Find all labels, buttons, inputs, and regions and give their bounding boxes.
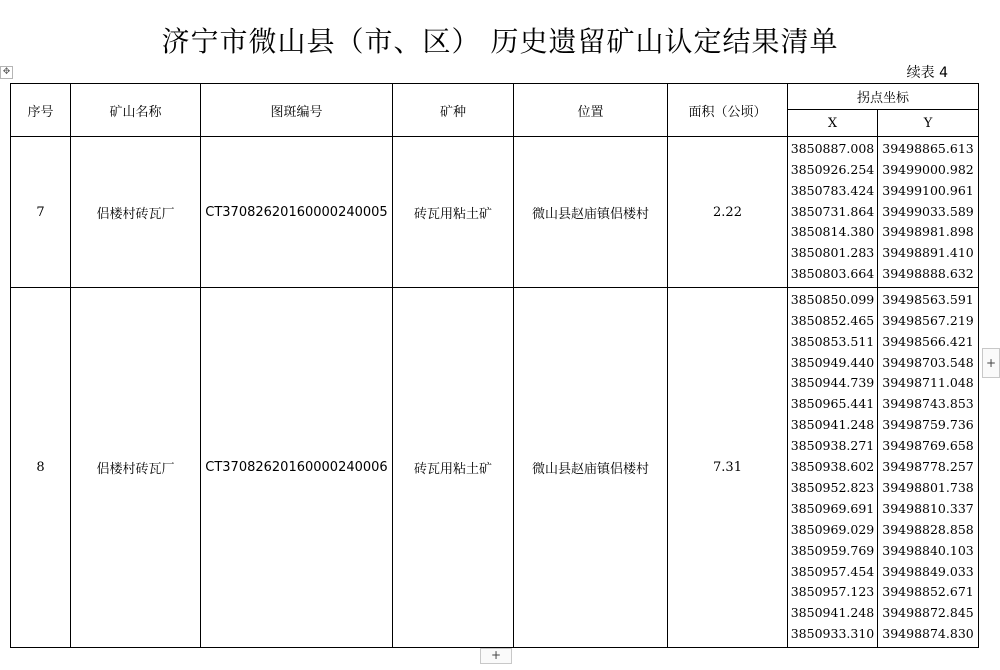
x-coords-cell <box>788 137 878 288</box>
header-mine-name: 矿山名称 <box>71 84 201 137</box>
x-coord: 3850957.454 <box>790 563 875 579</box>
x-coord: 3850938.271 <box>790 438 875 454</box>
x-coord: 3850944.739 <box>790 375 875 391</box>
x-coord: 3850887.008 <box>790 140 875 156</box>
y-coord: 39499000.982 <box>882 161 974 177</box>
y-coords-cell <box>878 288 979 648</box>
patch-code-cell: CT37082620160000240005 <box>201 137 393 288</box>
x-coord: 3850949.440 <box>790 354 875 370</box>
x-coord: 3850965.441 <box>790 396 875 412</box>
mine-table <box>10 83 979 648</box>
x-coords-cell <box>788 288 878 648</box>
y-coord: 39498849.033 <box>882 563 974 579</box>
y-coord: 39498852.671 <box>882 584 974 600</box>
area-cell: 2.22 <box>668 137 788 288</box>
header-mineral: 矿种 <box>393 84 514 137</box>
y-coord: 39498872.845 <box>882 605 974 621</box>
header-coords: 拐点坐标 <box>788 84 979 110</box>
continued-table-label: 续表 4 <box>906 65 948 81</box>
x-coord: 3850952.823 <box>790 479 875 495</box>
x-coord: 3850933.310 <box>790 626 875 642</box>
y-coord: 39498801.738 <box>882 479 974 495</box>
y-coord: 39498981.898 <box>882 224 974 240</box>
header-area: 面积（公顷） <box>668 84 788 137</box>
x-coord: 3850926.254 <box>790 161 875 177</box>
x-coord: 3850853.511 <box>790 333 875 349</box>
x-coord: 3850803.664 <box>790 266 875 282</box>
location-cell: 微山县赵庙镇侣楼村 <box>514 137 668 288</box>
mine-name-cell: 侣楼村砖瓦厂 <box>71 288 201 648</box>
x-coord: 3850814.380 <box>790 224 875 240</box>
y-coord: 39498711.048 <box>882 375 974 391</box>
y-coord: 39498743.853 <box>882 396 974 412</box>
y-coord: 39499100.961 <box>882 182 974 198</box>
y-coord: 39498778.257 <box>882 459 974 475</box>
y-coord: 39498566.421 <box>882 333 974 349</box>
x-coord: 3850731.864 <box>790 203 875 219</box>
x-coord: 3850852.465 <box>790 312 875 328</box>
seq-cell: 7 <box>11 137 71 288</box>
x-coord: 3850957.123 <box>790 584 875 600</box>
mineral-cell: 砖瓦用粘土矿 <box>393 137 514 288</box>
y-coord: 39498874.830 <box>882 626 974 642</box>
y-coord: 39498891.410 <box>882 245 974 261</box>
y-coord: 39498563.591 <box>882 291 974 307</box>
y-coord: 39498865.613 <box>882 140 974 156</box>
y-coords-cell <box>878 137 979 288</box>
table-row <box>11 288 979 648</box>
y-coord: 39498759.736 <box>882 417 974 433</box>
mineral-cell: 砖瓦用粘土矿 <box>393 288 514 648</box>
header-seq: 序号 <box>11 84 71 137</box>
add-row-button[interactable]: + <box>480 648 512 664</box>
mine-name-cell: 侣楼村砖瓦厂 <box>71 137 201 288</box>
y-coord: 39498840.103 <box>882 542 974 558</box>
patch-code-cell: CT37082620160000240006 <box>201 288 393 648</box>
page-title: 济宁市微山县（市、区） 历史遗留矿山认定结果清单 <box>161 25 839 58</box>
y-coord: 39498769.658 <box>882 438 974 454</box>
x-coord: 3850938.602 <box>790 459 875 475</box>
x-coord: 3850959.769 <box>790 542 875 558</box>
y-coord: 39498888.632 <box>882 266 974 282</box>
header-location: 位置 <box>514 84 668 137</box>
seq-cell: 8 <box>11 288 71 648</box>
y-coord: 39499033.589 <box>882 203 974 219</box>
x-coord: 3850941.248 <box>790 605 875 621</box>
x-coord: 3850801.283 <box>790 245 875 261</box>
header-x: X <box>788 110 878 137</box>
table-row <box>11 137 979 288</box>
add-column-button[interactable]: + <box>982 348 1000 378</box>
location-cell: 微山县赵庙镇侣楼村 <box>514 288 668 648</box>
y-coord: 39498567.219 <box>882 312 974 328</box>
header-patch-code: 图斑编号 <box>201 84 393 137</box>
x-coord: 3850783.424 <box>790 182 875 198</box>
x-coord: 3850850.099 <box>790 291 875 307</box>
table-move-handle-icon[interactable]: ✥ <box>0 66 13 79</box>
y-coord: 39498828.858 <box>882 521 974 537</box>
y-coord: 39498703.548 <box>882 354 974 370</box>
area-cell: 7.31 <box>668 288 788 648</box>
x-coord: 3850941.248 <box>790 417 875 433</box>
header-y: Y <box>878 110 979 137</box>
x-coord: 3850969.029 <box>790 521 875 537</box>
y-coord: 39498810.337 <box>882 500 974 516</box>
x-coord: 3850969.691 <box>790 500 875 516</box>
